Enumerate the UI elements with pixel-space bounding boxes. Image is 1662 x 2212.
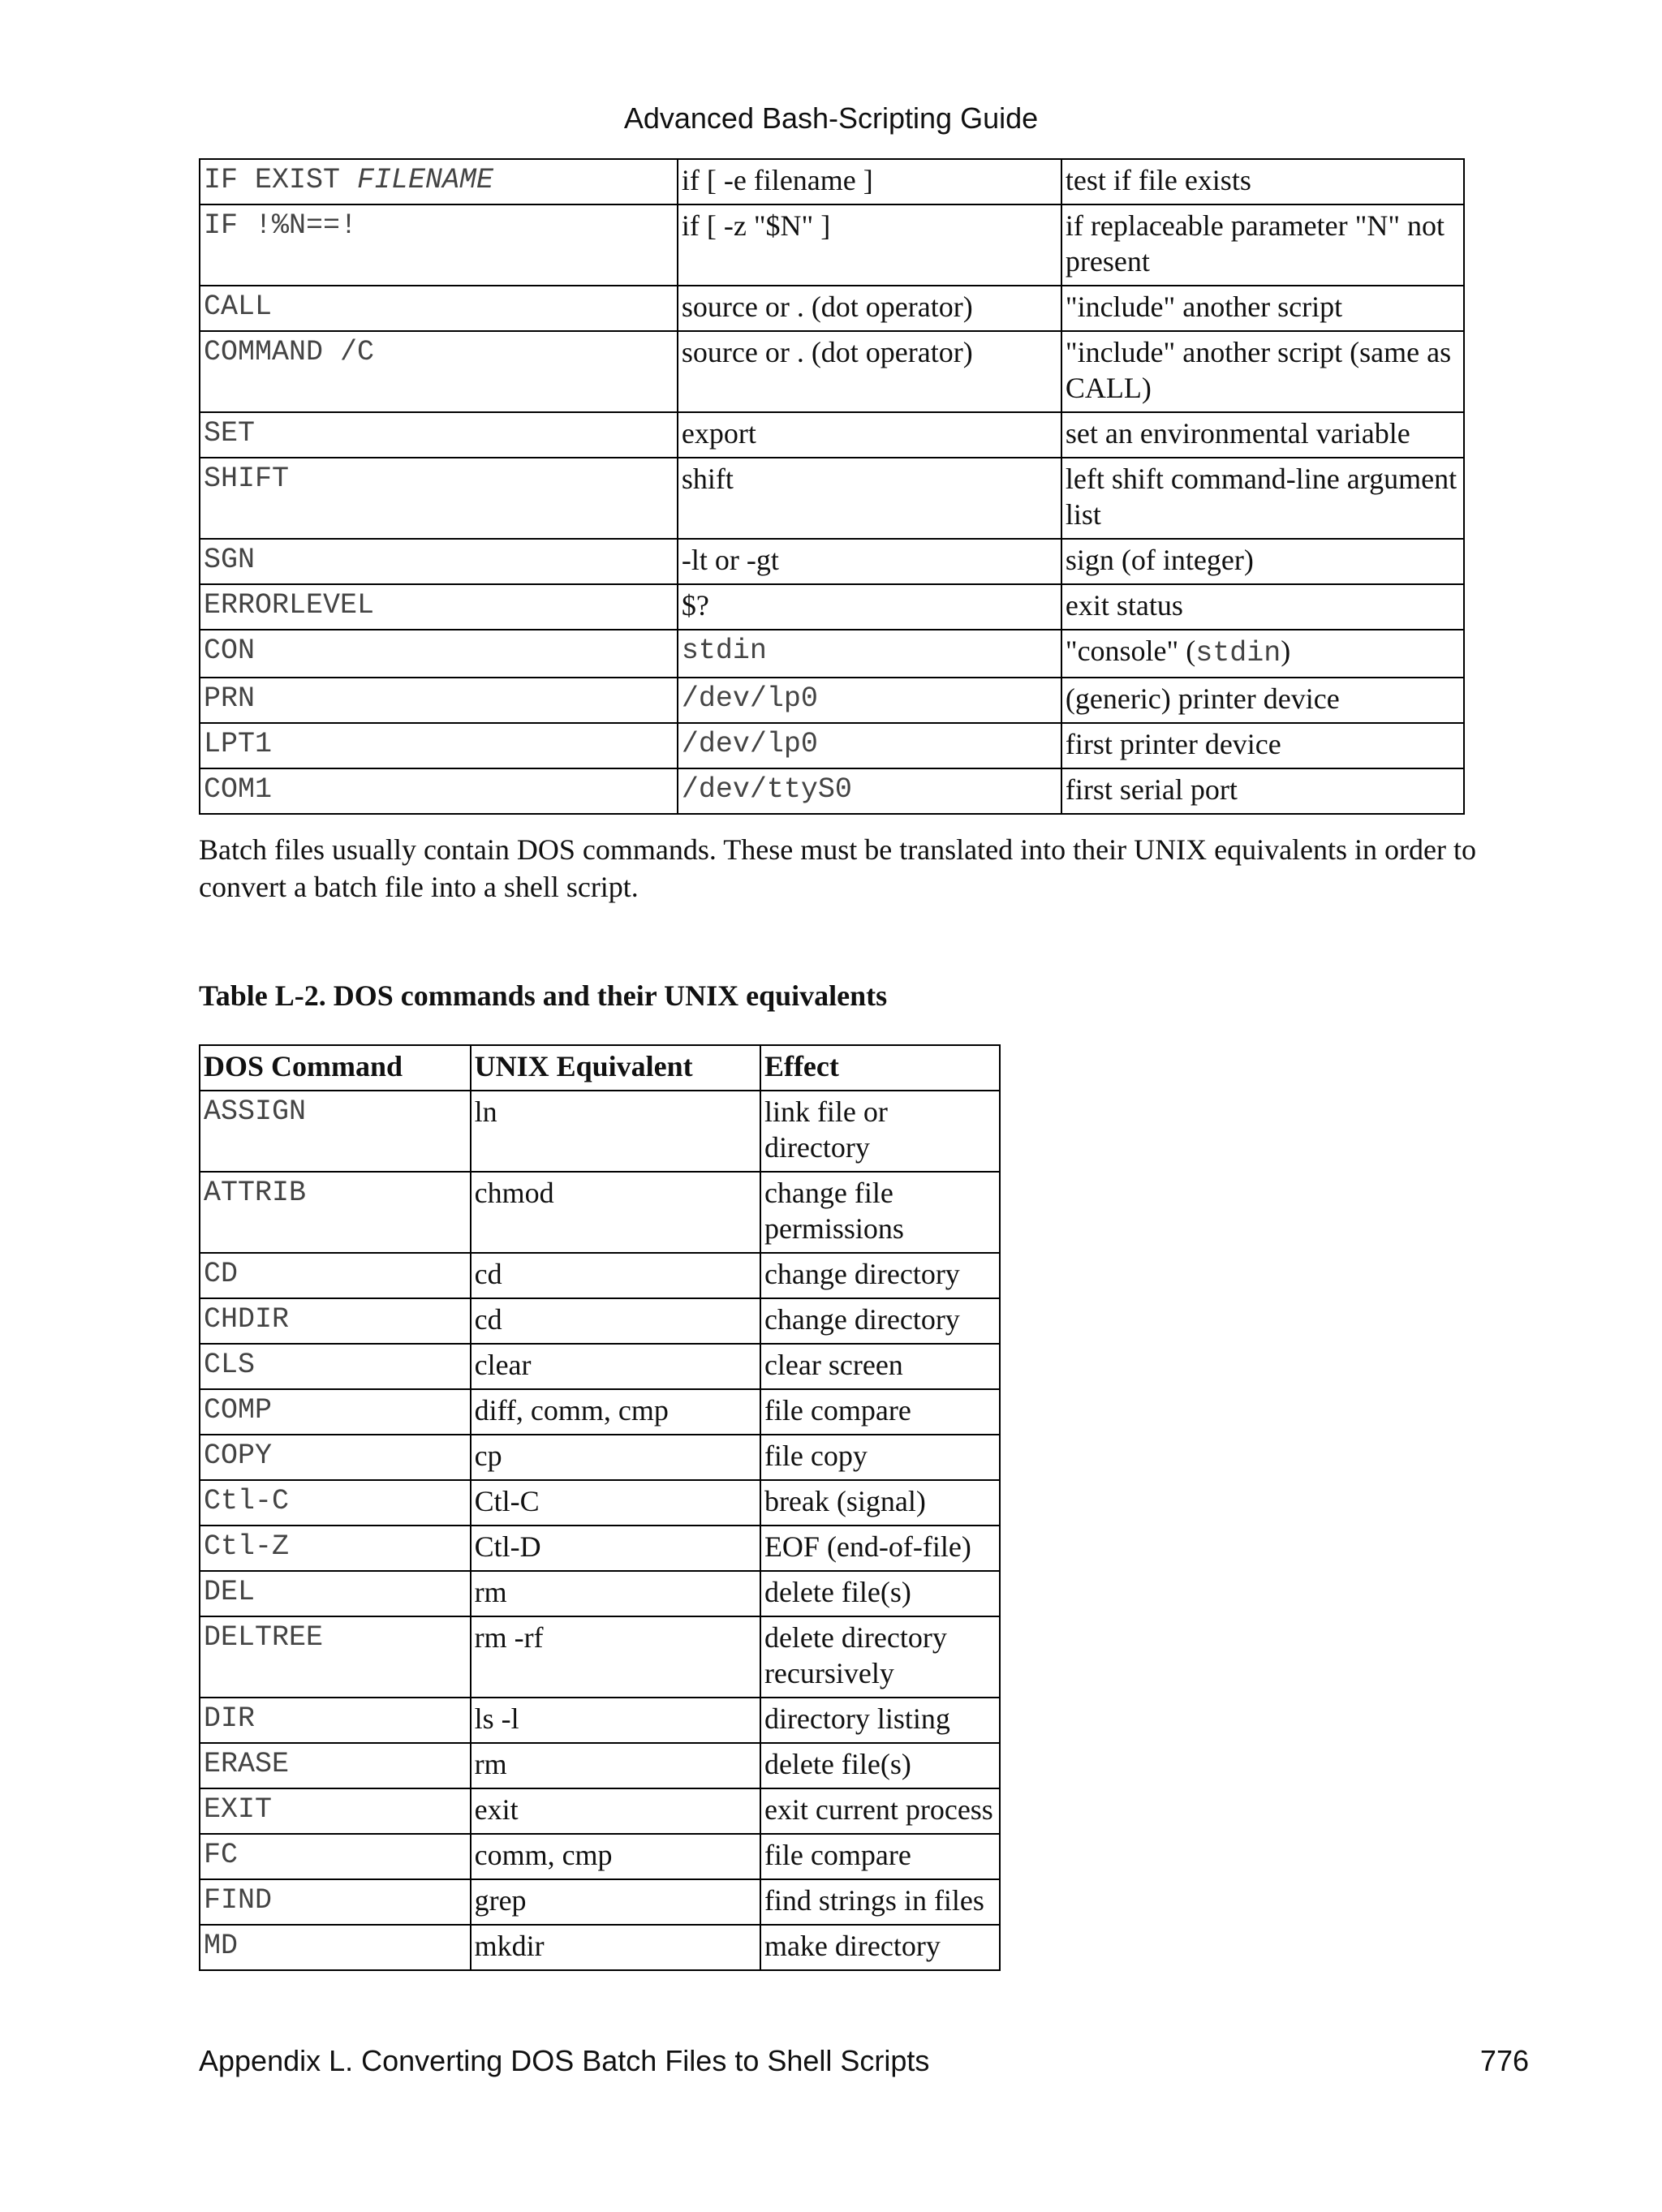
table-row [200, 1172, 1000, 1253]
table-row [200, 204, 1464, 286]
effect-cell: file copy [760, 1435, 1000, 1480]
effect-cell: find strings in files [760, 1879, 1000, 1925]
table-row [200, 1571, 1000, 1616]
dos-command-cell: COPY [200, 1435, 471, 1480]
dos-command-cell: FIND [200, 1879, 471, 1925]
unix-equivalent-cell: cd [471, 1298, 760, 1344]
dos-command-cell: EXIT [200, 1788, 471, 1834]
effect-cell: delete directory recursively [760, 1616, 1000, 1698]
table-row [200, 723, 1464, 768]
unix-equivalent-cell: rm -rf [471, 1616, 760, 1698]
meaning-cell: "include" another script [1061, 286, 1464, 331]
effect-cell: change directory [760, 1253, 1000, 1298]
table-row [200, 412, 1464, 458]
effect-cell: link file or directory [760, 1091, 1000, 1172]
meaning-cell: test if file exists [1061, 159, 1464, 204]
table-row [200, 1480, 1000, 1526]
dos-keyword-cell: SET [200, 412, 678, 458]
dos-command-cell: DELTREE [200, 1616, 471, 1698]
meaning-cell: left shift command-line argument list [1061, 458, 1464, 539]
unix-equivalent-cell: /dev/lp0 [678, 678, 1061, 723]
column-header-dos-command: DOS Command [200, 1045, 471, 1091]
dos-keyword-cell: ERRORLEVEL [200, 584, 678, 630]
dos-command-cell: COMP [200, 1389, 471, 1435]
unix-equivalent-cell: ls -l [471, 1698, 760, 1743]
effect-cell: file compare [760, 1834, 1000, 1879]
meaning-cell: (generic) printer device [1061, 678, 1464, 723]
unix-equivalent-cell: source or . (dot operator) [678, 286, 1061, 331]
unix-equivalent-cell: clear [471, 1344, 760, 1389]
dos-command-cell: CLS [200, 1344, 471, 1389]
unix-equivalent-cell: stdin [678, 630, 1061, 678]
page-header: Advanced Bash-Scripting Guide [623, 101, 1039, 135]
effect-cell: EOF (end-of-file) [760, 1526, 1000, 1571]
table-row [200, 584, 1464, 630]
table-row [200, 678, 1464, 723]
body-paragraph: Batch files usually contain DOS commands. These must be translated into their UNIX equivalents in order to convert a batch file into a shell script. [199, 833, 1476, 903]
effect-cell: file compare [760, 1389, 1000, 1435]
unix-equivalent-cell: /dev/lp0 [678, 723, 1061, 768]
unix-equivalent-cell: rm [471, 1571, 760, 1616]
dos-command-cell: MD [200, 1925, 471, 1970]
unix-equivalent-cell: rm [471, 1743, 760, 1788]
table-row [200, 539, 1464, 584]
dos-commands-table [199, 1044, 1001, 1971]
dos-command-cell: DIR [200, 1698, 471, 1743]
table-row [200, 1526, 1000, 1571]
dos-command-cell: Ctl-C [200, 1480, 471, 1526]
dos-keyword-cell: IF EXIST FILENAME [200, 159, 678, 204]
dos-keyword-cell: COM1 [200, 768, 678, 814]
dos-command-cell: CHDIR [200, 1298, 471, 1344]
effect-cell: clear screen [760, 1344, 1000, 1389]
dos-keyword-cell: CALL [200, 286, 678, 331]
page-footer [199, 2042, 1529, 2081]
meaning-cell: if replaceable parameter "N" not present [1061, 204, 1464, 286]
dos-batch-keywords-table [199, 158, 1465, 815]
table-row [200, 1834, 1000, 1879]
table-header-row [200, 1045, 1000, 1091]
effect-cell: make directory [760, 1925, 1000, 1970]
dos-keyword-cell: IF !%N==! [200, 204, 678, 286]
unix-equivalent-cell: if [ -e filename ] [678, 159, 1061, 204]
dos-keyword-cell: SGN [200, 539, 678, 584]
column-header-effect: Effect [760, 1045, 1000, 1091]
table-row [200, 286, 1464, 331]
unix-equivalent-cell: diff, comm, cmp [471, 1389, 760, 1435]
table-row [200, 159, 1464, 204]
dos-keyword-cell: SHIFT [200, 458, 678, 539]
unix-equivalent-cell: mkdir [471, 1925, 760, 1970]
footer-chapter-title: Appendix L. Converting DOS Batch Files to Shell Scripts [199, 2044, 930, 2077]
unix-equivalent-cell: /dev/ttyS0 [678, 768, 1061, 814]
unix-equivalent-cell: export [678, 412, 1061, 458]
table-row [200, 331, 1464, 412]
unix-equivalent-cell: chmod [471, 1172, 760, 1253]
unix-equivalent-cell: Ctl-C [471, 1480, 760, 1526]
meaning-cell: "include" another script (same as CALL) [1061, 331, 1464, 412]
table-row [200, 1253, 1000, 1298]
table-caption: Table L-2. DOS commands and their UNIX equivalents [199, 979, 888, 1012]
dos-keyword-cell: PRN [200, 678, 678, 723]
table-row [200, 1743, 1000, 1788]
meaning-cell: sign (of integer) [1061, 539, 1464, 584]
dos-command-cell: FC [200, 1834, 471, 1879]
unix-equivalent-cell: comm, cmp [471, 1834, 760, 1879]
meaning-cell: "console" (stdin) [1061, 630, 1464, 678]
dos-command-cell: ATTRIB [200, 1172, 471, 1253]
effect-cell: exit current process [760, 1788, 1000, 1834]
unix-equivalent-cell: shift [678, 458, 1061, 539]
dos-command-cell: Ctl-Z [200, 1526, 471, 1571]
dos-keyword-cell: LPT1 [200, 723, 678, 768]
column-header-unix-equivalent: UNIX Equivalent [471, 1045, 760, 1091]
meaning-cell: set an environmental variable [1061, 412, 1464, 458]
meaning-cell: exit status [1061, 584, 1464, 630]
table-row [200, 768, 1464, 814]
dos-command-cell: ERASE [200, 1743, 471, 1788]
table-row [200, 1091, 1000, 1172]
effect-cell: delete file(s) [760, 1571, 1000, 1616]
unix-equivalent-cell: exit [471, 1788, 760, 1834]
table-row [200, 1925, 1000, 1970]
unix-equivalent-cell: ln [471, 1091, 760, 1172]
table-row [200, 458, 1464, 539]
table-row [200, 1698, 1000, 1743]
dos-command-cell: ASSIGN [200, 1091, 471, 1172]
dos-command-cell: CD [200, 1253, 471, 1298]
effect-cell: directory listing [760, 1698, 1000, 1743]
dos-command-cell: DEL [200, 1571, 471, 1616]
unix-equivalent-cell: -lt or -gt [678, 539, 1061, 584]
table-row [200, 1879, 1000, 1925]
unix-equivalent-cell: grep [471, 1879, 760, 1925]
unix-equivalent-cell: source or . (dot operator) [678, 331, 1061, 412]
page-number: 776 [1479, 2044, 1529, 2077]
unix-equivalent-cell: $? [678, 584, 1061, 630]
table-row [200, 1389, 1000, 1435]
effect-cell: delete file(s) [760, 1743, 1000, 1788]
meaning-cell: first printer device [1061, 723, 1464, 768]
effect-cell: change file permissions [760, 1172, 1000, 1253]
table-row [200, 1616, 1000, 1698]
table-row [200, 1788, 1000, 1834]
unix-equivalent-cell: cd [471, 1253, 760, 1298]
table-row [200, 1344, 1000, 1389]
effect-cell: break (signal) [760, 1480, 1000, 1526]
table-row [200, 1435, 1000, 1480]
unix-equivalent-cell: cp [471, 1435, 760, 1480]
dos-keyword-cell: COMMAND /C [200, 331, 678, 412]
table-row [200, 1298, 1000, 1344]
unix-equivalent-cell: Ctl-D [471, 1526, 760, 1571]
effect-cell: change directory [760, 1298, 1000, 1344]
table-row [200, 630, 1464, 678]
meaning-cell: first serial port [1061, 768, 1464, 814]
dos-keyword-cell: CON [200, 630, 678, 678]
unix-equivalent-cell: if [ -z "$N" ] [678, 204, 1061, 286]
